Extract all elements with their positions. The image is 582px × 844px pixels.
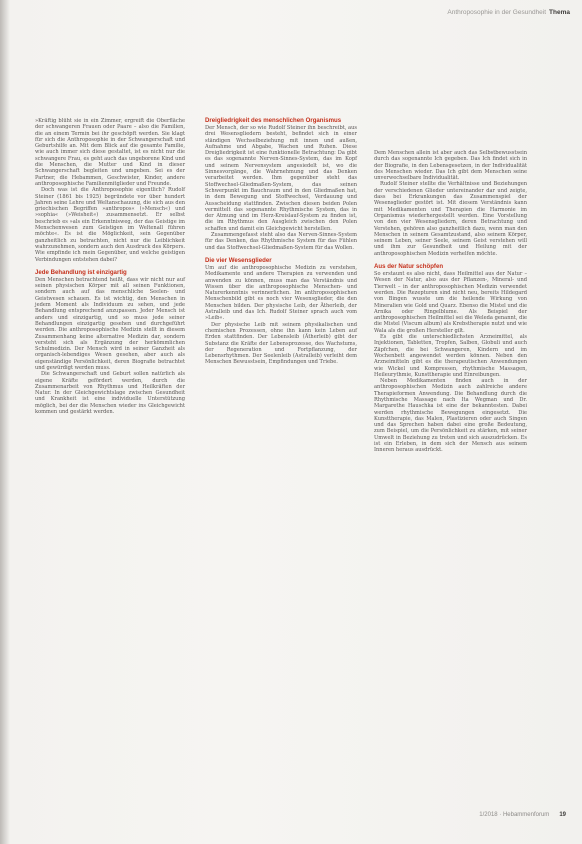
paragraph: Es gibt die unterschiedlichsten Arzneimittel, als Injektionen, Tabletten, Tropfen, Salben, Globuli und auch Zäpfchen, die bei Schwangeren, Kindern und im Wochenbett angewendet werden können. Neben den Arzneimitteln gibt es die therapeutischen Anwendungen wie Wickel und Kompressen, rhythmische Massagen, Heileurythmie, Kunsttherapie und Einreibungen. bbox=[374, 334, 527, 378]
running-header-section: Anthroposophie in der Gesundheit bbox=[447, 9, 547, 16]
paragraph: Doch was ist die Anthroposophie eigentlich? Rudolf Steiner (1861 bis 1925) begründete vor über hundert Jahren seine Lehre und Weltanschauung, die sich aus den griechischen Begriffen »anthropos« (»Mensch«) und »sophia« (»Weisheit«) zusammensetzt. Er selbst beschrieb es »als ein Erkenntnisweg, der das Geistige im Menschenwesen zum Geistigen im Weltenall führen möchte«. Es ist die Möglichkeit, sein Gegenüber ganzheitlich zu betrachten, nicht nur die Leiblichkeit wahrzunehmen, sondern auch den Ausdruck des Körpers. Wie empfinde ich mein Gegenüber, und welche geistigen Verbindungen entstehen dabei? bbox=[35, 187, 185, 263]
running-header-category: Thema bbox=[549, 9, 570, 16]
running-header bbox=[447, 9, 570, 16]
text-column-1 bbox=[35, 118, 185, 415]
issue-label: 1/2018 · Hebammenforum bbox=[479, 812, 550, 818]
paragraph: Neben Medikamenten finden auch in der anthroposophischen Medizin auch zahlreiche andere Therapieformen Anwendung. Die Behandlung durch die Rhythmische Massage nach Ita Wegman und Dr. Margarethe Hauschka ist eine der bekanntesten. Dabei werden rhythmische Bewegungen eingesetzt. Die Kunsttherapie, das Malen, Plastizieren oder auch Singen und das Sprechen haben dabei eine große Bedeutung, zum Beispiel, um die Persönlichkeit zu stärken, mit seiner Umwelt in Beziehung zu treten und sich auszudrücken. Es ist ein Erleben, in dem sich der Mensch aus seinem Inneren heraus ausdrückt. bbox=[374, 378, 527, 454]
paragraph: »Kräftig blüht sie in ein Zimmer, ergreift die Oberfläche der schwangeren Frauen oder Paare – also die Familien, die an einem Termin bei ihr geschöpft werden. Sie klagt für sich die Anthroposophie in der Schwangerschaft und Geburtshilfe an. Mit dem Blick auf die gesamte Familie, wie auch immer sich diese gestaltet, ist es nicht nur die schwangere Frau, es geht auch das ungeborene Kind und die Menschen, die Mutter und Kind in dieser Schwangerschaft begleiten und umgeben. Sei es der Partner, die Hebammen, Geschwister, Kinder, andere anthroposophische Familienmitglieder und Freunde. bbox=[35, 118, 185, 187]
paragraph: Dem Menschen allein ist aber auch das Selbstbewusstsein durch das sogenannte Ich gegeben. Das Ich findet sich in der Biografie, in den Lebensgesetzen, in der Individualität des Menschen wieder. Das Ich gibt dem Menschen seine unverwechselbare Individualität. bbox=[374, 150, 527, 182]
text-column-2 bbox=[205, 117, 357, 366]
paragraph: Der Mensch, der so wie Rudolf Steiner ihn beschreibt, aus drei Wesensgliedern besteht, befindet sich in einer ständigen Wechselbeziehung mit innen und außen, Aufnahme und Abgabe, Wachen und Ruhen. Diese Dreigliedrigkeit ist eine funktionelle Betrachtung: Da gibt es das sogenannte Nerven-Sinnes-System, das im Kopf und seinem Nervensystem angesiedelt ist, wo die Sinnesvorgänge, die Wahrnehmung und das Denken verarbeitet werden. Ihm gegenüber steht das Stoffwechsel-Gliedmaßen-System, das seinen Schwerpunkt im Bauchraum und in den Gliedmaßen hat, in dem Bewegung und Stoffwechsel, Verdauung und Ausscheidung stattfinden. Zwischen diesen beiden Polen vermittelt das sogenannte Rhythmische System, das in der Atmung und im Herz-Kreislauf-System zu finden ist, die im Rhythmus den Ausgleich zwischen den Polen schaffen und damit ein Gleichgewicht herstellen. bbox=[205, 125, 357, 232]
page-footer bbox=[479, 812, 566, 818]
section-heading-four-members: Die vier Wesensglieder bbox=[205, 256, 272, 264]
paragraph: So erstaunt es also nicht, dass Heilmittel aus der Natur – Wesen der Natur, also aus der Pflanzen-, Mineral- und Tierwelt – in der anthroposophischen Medizin verwendet werden. Die Rezepturen sind nicht neu, bereits Hildegard von Bingen wusste um die heilende Wirkung von Mineralien wie Gold und Quarz. Ebenso die Mistel und die Arnika oder Ringelblume. Als Beispiel der anthroposophischen Heilmittel sei die Weleda genannt, die die Mistel (Viscum album) als Krebstherapie nutzt und wie Wala als die großen Hersteller gilt. bbox=[374, 271, 527, 334]
paragraph: Die Schwangerschaft und Geburt sollen natürlich als eigene Kräfte gefördert werden, durch die Zusammenarbeit von Rhythmus und Heilkräften der Natur. In der Gleichgewichtslage zwischen Gesundheit und Krankheit ist eine individuelle Unterstützung möglich, bei der die Menschen wieder ins Gleichgewicht kommen und gestärkt werden. bbox=[35, 371, 185, 416]
paragraph: Rudolf Steiner stellte die Verhältnisse und Beziehungen der verschiedenen Glieder untereinander dar und zeigte, dass bei Erkrankungen das Zusammenspiel der Wesensglieder gestört ist. Mit diesem Verständnis kann mit Medikamenten und Therapien die Harmonie im Organismus wiederhergestellt werden. Eine Vorstellung von den vier Wesensgliedern, deren Betrachtung und Verstehen, gehören also ganzheitlich dazu, wenn man den Menschen in seinem Gesamtzustand, also seinem Körper, seinem Leben, seiner Seele, seinem Geist verstehen will und ihm zur Gesundheit und Heilung mit der anthroposophischen Medizin verhelfen möchte. bbox=[374, 181, 527, 257]
paragraph: Der physische Leib mit seinem physikalischen und chemischen Prozessen, ohne ihn kann kein Leben auf Erden stattfinden. Der Lebensleib (Ätherleib) gibt der Substanz die Kräfte der Lebensprozesse, des Wachstums, der Regeneration und Fortpflanzung, der Lebensrhythmen. Der Seelenleib (Astralleib) verleiht dem Menschen Bewusstsein, Empfindungen und Triebe. bbox=[205, 321, 357, 366]
section-heading-threefold-organism: Dreigliedrigkeit des menschlichen Organismus bbox=[205, 117, 342, 124]
text-column-3 bbox=[374, 150, 527, 454]
section-heading-from-nature: Aus der Natur schöpfen bbox=[374, 263, 444, 271]
paragraph: Den Menschen betrachtend heißt, dass wir nicht nur auf seinen physischen Körper mit all seinen Funktionen, sondern auch auf das menschliche Seelen- und Geistwesen schauen. Es ist wichtig, den Menschen in jedem Moment als Individuum zu sehen, und jede Behandlung entsprechend anzupassen. Jeder Mensch ist anders und einzigartig, und so muss jede seiner Behandlungen einzigartig gesehen und durchgeführt werden. Die anthroposophische Medizin stellt in diesem Zusammenhang keine alternative Medizin dar, sondern versteht sich als Ergänzung der herkömmlichen Schulmedizin. Der Mensch wird in seiner Ganzheit als organisch-lebendiges Wesen gesehen, aber auch als eigenständige Persönlichkeit, deren Biografie betrachtet und gewürdigt werden muss. bbox=[35, 276, 185, 371]
page-number: 19 bbox=[559, 812, 566, 818]
section-heading-unique-treatment: Jede Behandlung ist einzigartig bbox=[35, 268, 127, 276]
paragraph: Zusammengefasst steht also das Nerven-Sinnes-System für das Denken, das Rhythmische System für das Fühlen und das Stoffwechsel-Gliedmaßen-System für das Wollen. bbox=[205, 232, 357, 251]
paragraph: Um auf die anthroposophische Medizin zu verstehen, Medikamente und andere Therapien zu verwenden und anwenden zu können, muss man das Verständnis und Wissen über die anthroposophische Menschen- und Naturerkenntnis verinnerlichen. Im anthroposophischen Menschenbild gibt es noch vier Wesensglieder, die den Menschen bilden. Der physische Leib, der Ätherleib, der Astralleib und das Ich. Rudolf Steiner sprach auch vom »Leib«. bbox=[205, 264, 357, 322]
